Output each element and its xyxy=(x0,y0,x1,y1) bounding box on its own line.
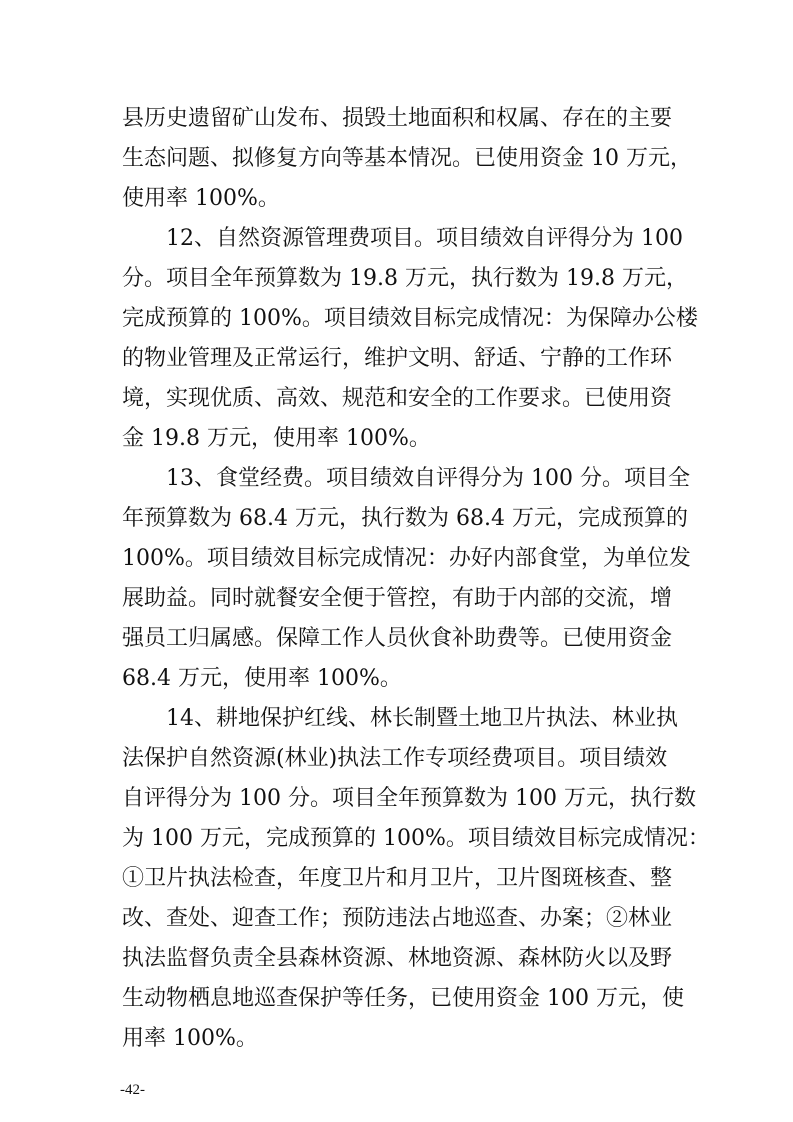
paragraph-1-line-3: 使用率 100%。 xyxy=(122,186,280,211)
paragraph-4-line-9: 用率 100%。 xyxy=(122,1026,258,1051)
paragraph-4-line-8: 生动物栖息地巡查保护等任务，已使用资金 100 万元，使 xyxy=(122,986,684,1011)
paragraph-2-line-6: 金 19.8 万元，使用率 100%。 xyxy=(122,426,431,451)
paragraph-3-line-3: 100%。项目绩效目标完成情况：办好内部食堂，为单位发 xyxy=(122,546,691,571)
paragraph-4-line-6: 改、查处、迎查工作；预防违法占地巡查、办案；②林业 xyxy=(122,906,673,931)
paragraph-2-line-3: 完成预算的 100%。项目绩效目标完成情况：为保障办公楼 xyxy=(122,306,698,331)
paragraph-1-line-2: 生态问题、拟修复方向等基本情况。已使用资金 10 万元， xyxy=(122,146,692,171)
paragraph-3-line-1: 13、食堂经费。项目绩效自评得分为 100 分。项目全 xyxy=(166,466,690,491)
paragraph-3-line-4: 展助益。同时就餐安全便于管控，有助于内部的交流，增 xyxy=(122,586,673,611)
paragraph-4-line-7: 执法监督负责全县森林资源、林地资源、森林防火以及野 xyxy=(122,946,673,971)
paragraph-2-line-2: 分。项目全年预算数为 19.8 万元，执行数为 19.8 万元， xyxy=(122,266,688,291)
paragraph-3-line-5: 强员工归属感。保障工作人员伙食补助费等。已使用资金 xyxy=(122,626,673,651)
paragraph-4-line-1: 14、耕地保护红线、林长制暨土地卫片执法、林业执 xyxy=(166,706,678,731)
paragraph-2-line-4: 的物业管理及正常运行，维护文明、舒适、宁静的工作环 xyxy=(122,346,673,371)
paragraph-1-line-1: 县历史遗留矿山发布、损毁土地面积和权属、存在的主要 xyxy=(122,106,673,131)
paragraph-3-line-2: 年预算数为 68.4 万元，执行数为 68.4 万元，完成预算的 xyxy=(122,506,688,531)
paragraph-3-line-6: 68.4 万元，使用率 100%。 xyxy=(122,666,402,691)
paragraph-4-line-3: 自评得分为 100 分。项目全年预算数为 100 万元，执行数 xyxy=(122,786,696,811)
paragraph-4-line-5: ①卫片执法检查，年度卫片和月卫片，卫片图斑核查、整 xyxy=(122,866,673,891)
paragraph-4-line-4: 为 100 万元，完成预算的 100%。项目绩效目标完成情况： xyxy=(122,826,710,851)
paragraph-2-line-5: 境，实现优质、高效、规范和安全的工作要求。已使用资 xyxy=(122,386,673,411)
paragraph-2-line-1: 12、自然资源管理费项目。项目绩效自评得分为 100 xyxy=(166,226,683,251)
paragraph-4-line-2: 法保护自然资源(林业)执法工作专项经费项目。项目绩效 xyxy=(122,746,668,771)
page-number: -42- xyxy=(120,1082,145,1098)
